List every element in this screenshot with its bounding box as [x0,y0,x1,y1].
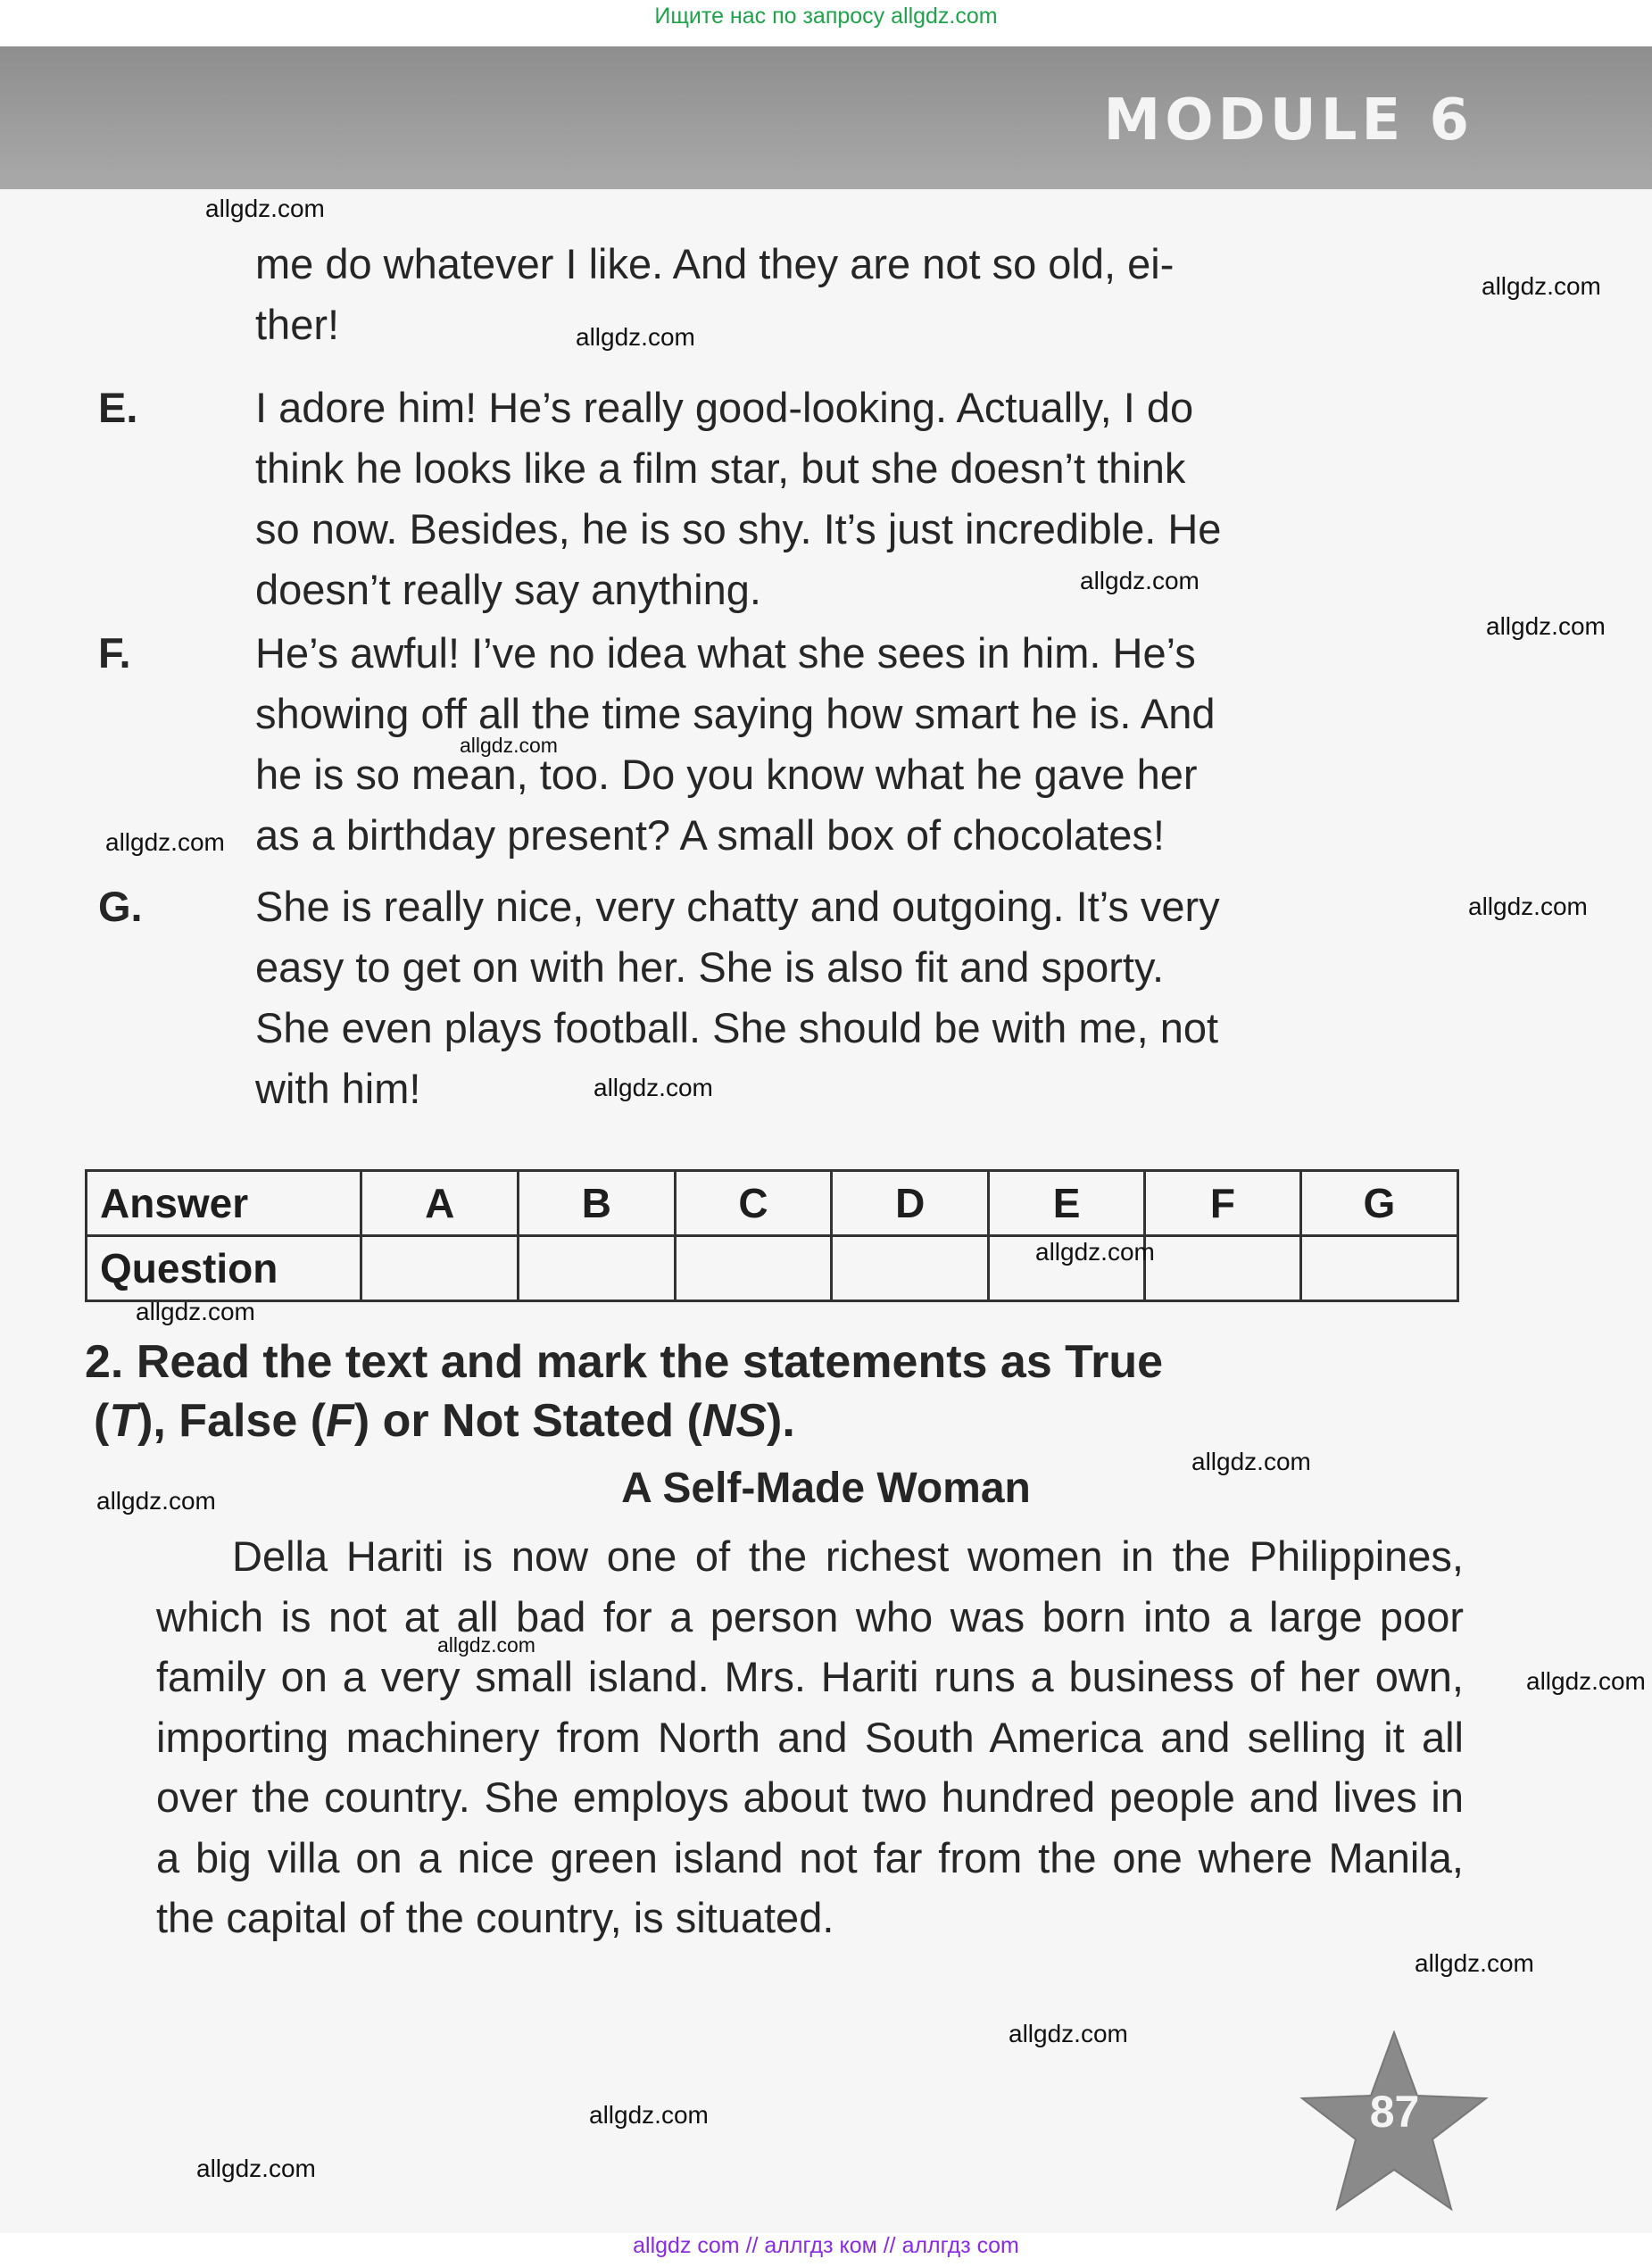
task-instruction: Read the text and mark the statements as True [136,1336,1163,1388]
text-line: easy to get on with her. She is also fit and sporty. [255,943,1165,991]
watermark: allgdz.com [594,1074,713,1101]
watermark: allgdz.com [136,1298,255,1325]
text-line: I adore him! He’s really good-looking. Actually, I do [255,384,1194,431]
answer-table [85,1169,1459,1302]
watermark: allgdz.com [460,734,558,757]
row-label-answer: Answer [87,1171,361,1236]
story-title: A Self-Made Woman [621,1465,1031,1512]
watermark: allgdz.com [1009,2020,1128,2047]
column-letter: C [675,1171,832,1236]
header-band [0,46,1652,189]
not-stated-abbrev: NS [701,1395,768,1447]
text-line: think he looks like a film star, but she doesn’t think [255,444,1186,492]
watermark: allgdz.com [1415,1949,1534,1977]
false-abbrev: F [326,1395,354,1447]
task-heading [85,1333,1477,1450]
column-letter: D [832,1171,989,1236]
watermark: allgdz.com [1035,1238,1155,1266]
text-line: so now. Besides, he is so shy. It’s just incredible. He [255,505,1222,552]
page-number-star [1299,2030,1490,2213]
task-number: 2. [85,1336,124,1388]
text-line: as a birthday present? A small box of chocolates! [255,811,1165,859]
item-letter: F. [98,629,131,677]
page-number: 87 [1369,2087,1420,2137]
task-heading-line-1 [85,1333,1477,1391]
text-line: showing off all the time saying how smart he is. And [255,690,1216,737]
column-letter: B [519,1171,676,1236]
watermark: allgdz.com [196,2155,316,2182]
column-letter: F [1145,1171,1301,1236]
item-letter: G. [98,883,143,930]
watermark: allgdz.com [576,323,695,351]
text-line: She is really nice, very chatty and outgoing. It’s very [255,883,1220,930]
column-letter: A [361,1171,519,1236]
column-letter: G [1300,1171,1457,1236]
answer-cell[interactable] [1300,1236,1457,1301]
watermark: allgdz.com [1468,893,1588,920]
watermark: allgdz.com [105,828,225,856]
answer-cell[interactable] [361,1236,519,1301]
watermark: allgdz.com [1526,1667,1646,1695]
column-letter: E [989,1171,1145,1236]
text-line: doesn’t really say anything. [255,566,761,613]
watermark: allgdz.com [1486,612,1606,640]
watermark: allgdz.com [437,1633,535,1657]
text-line: me do whatever I like. And they are not so old, ei- [255,240,1175,287]
text-line: He’s awful! I’ve no idea what she sees in him. He’s [255,629,1196,677]
answer-cell[interactable] [832,1236,989,1301]
question-row [87,1236,1458,1301]
answer-row [87,1171,1458,1236]
text-line: with him! [255,1065,421,1112]
task-heading-line-2: (T), False (F) or Not Stated (NS). [94,1395,795,1447]
watermark: allgdz.com [1191,1448,1311,1475]
answer-cell[interactable] [519,1236,676,1301]
module-title: MODULE 6 [1103,87,1474,154]
footer-links[interactable]: allgdz com // аллгдз ком // аллгдз com [633,2233,1019,2258]
row-label-question: Question [87,1236,361,1301]
watermark: allgdz.com [589,2101,709,2129]
text-line: ther! [255,301,340,348]
answer-cell[interactable] [675,1236,832,1301]
true-abbrev: T [109,1395,138,1447]
watermark: allgdz.com [96,1487,216,1515]
watermark: allgdz.com [1482,272,1601,300]
text-line: he is so mean, too. Do you know what he gave her [255,751,1198,798]
story-paragraph: Della Hariti is now one of the richest women in the Philippines, which is not at all bad for a person who was born into a large poor family on a very small island. Mrs. Hariti runs a business of her own, importing machinery from North and South America and selling it all over the country. She employs about two hundred people and lives in a big villa on a nice green island not far from the one where Manila, the capital of the country, is situated. [156,1532,1464,1941]
text-line: She even plays football. She should be with me, not [255,1004,1219,1051]
answer-cell[interactable] [1145,1236,1301,1301]
watermark: allgdz.com [1080,567,1200,594]
item-letter: E. [98,384,138,431]
watermark: allgdz.com [205,195,325,222]
top-banner[interactable]: Ищите нас по запросу allgdz.com [654,4,998,29]
